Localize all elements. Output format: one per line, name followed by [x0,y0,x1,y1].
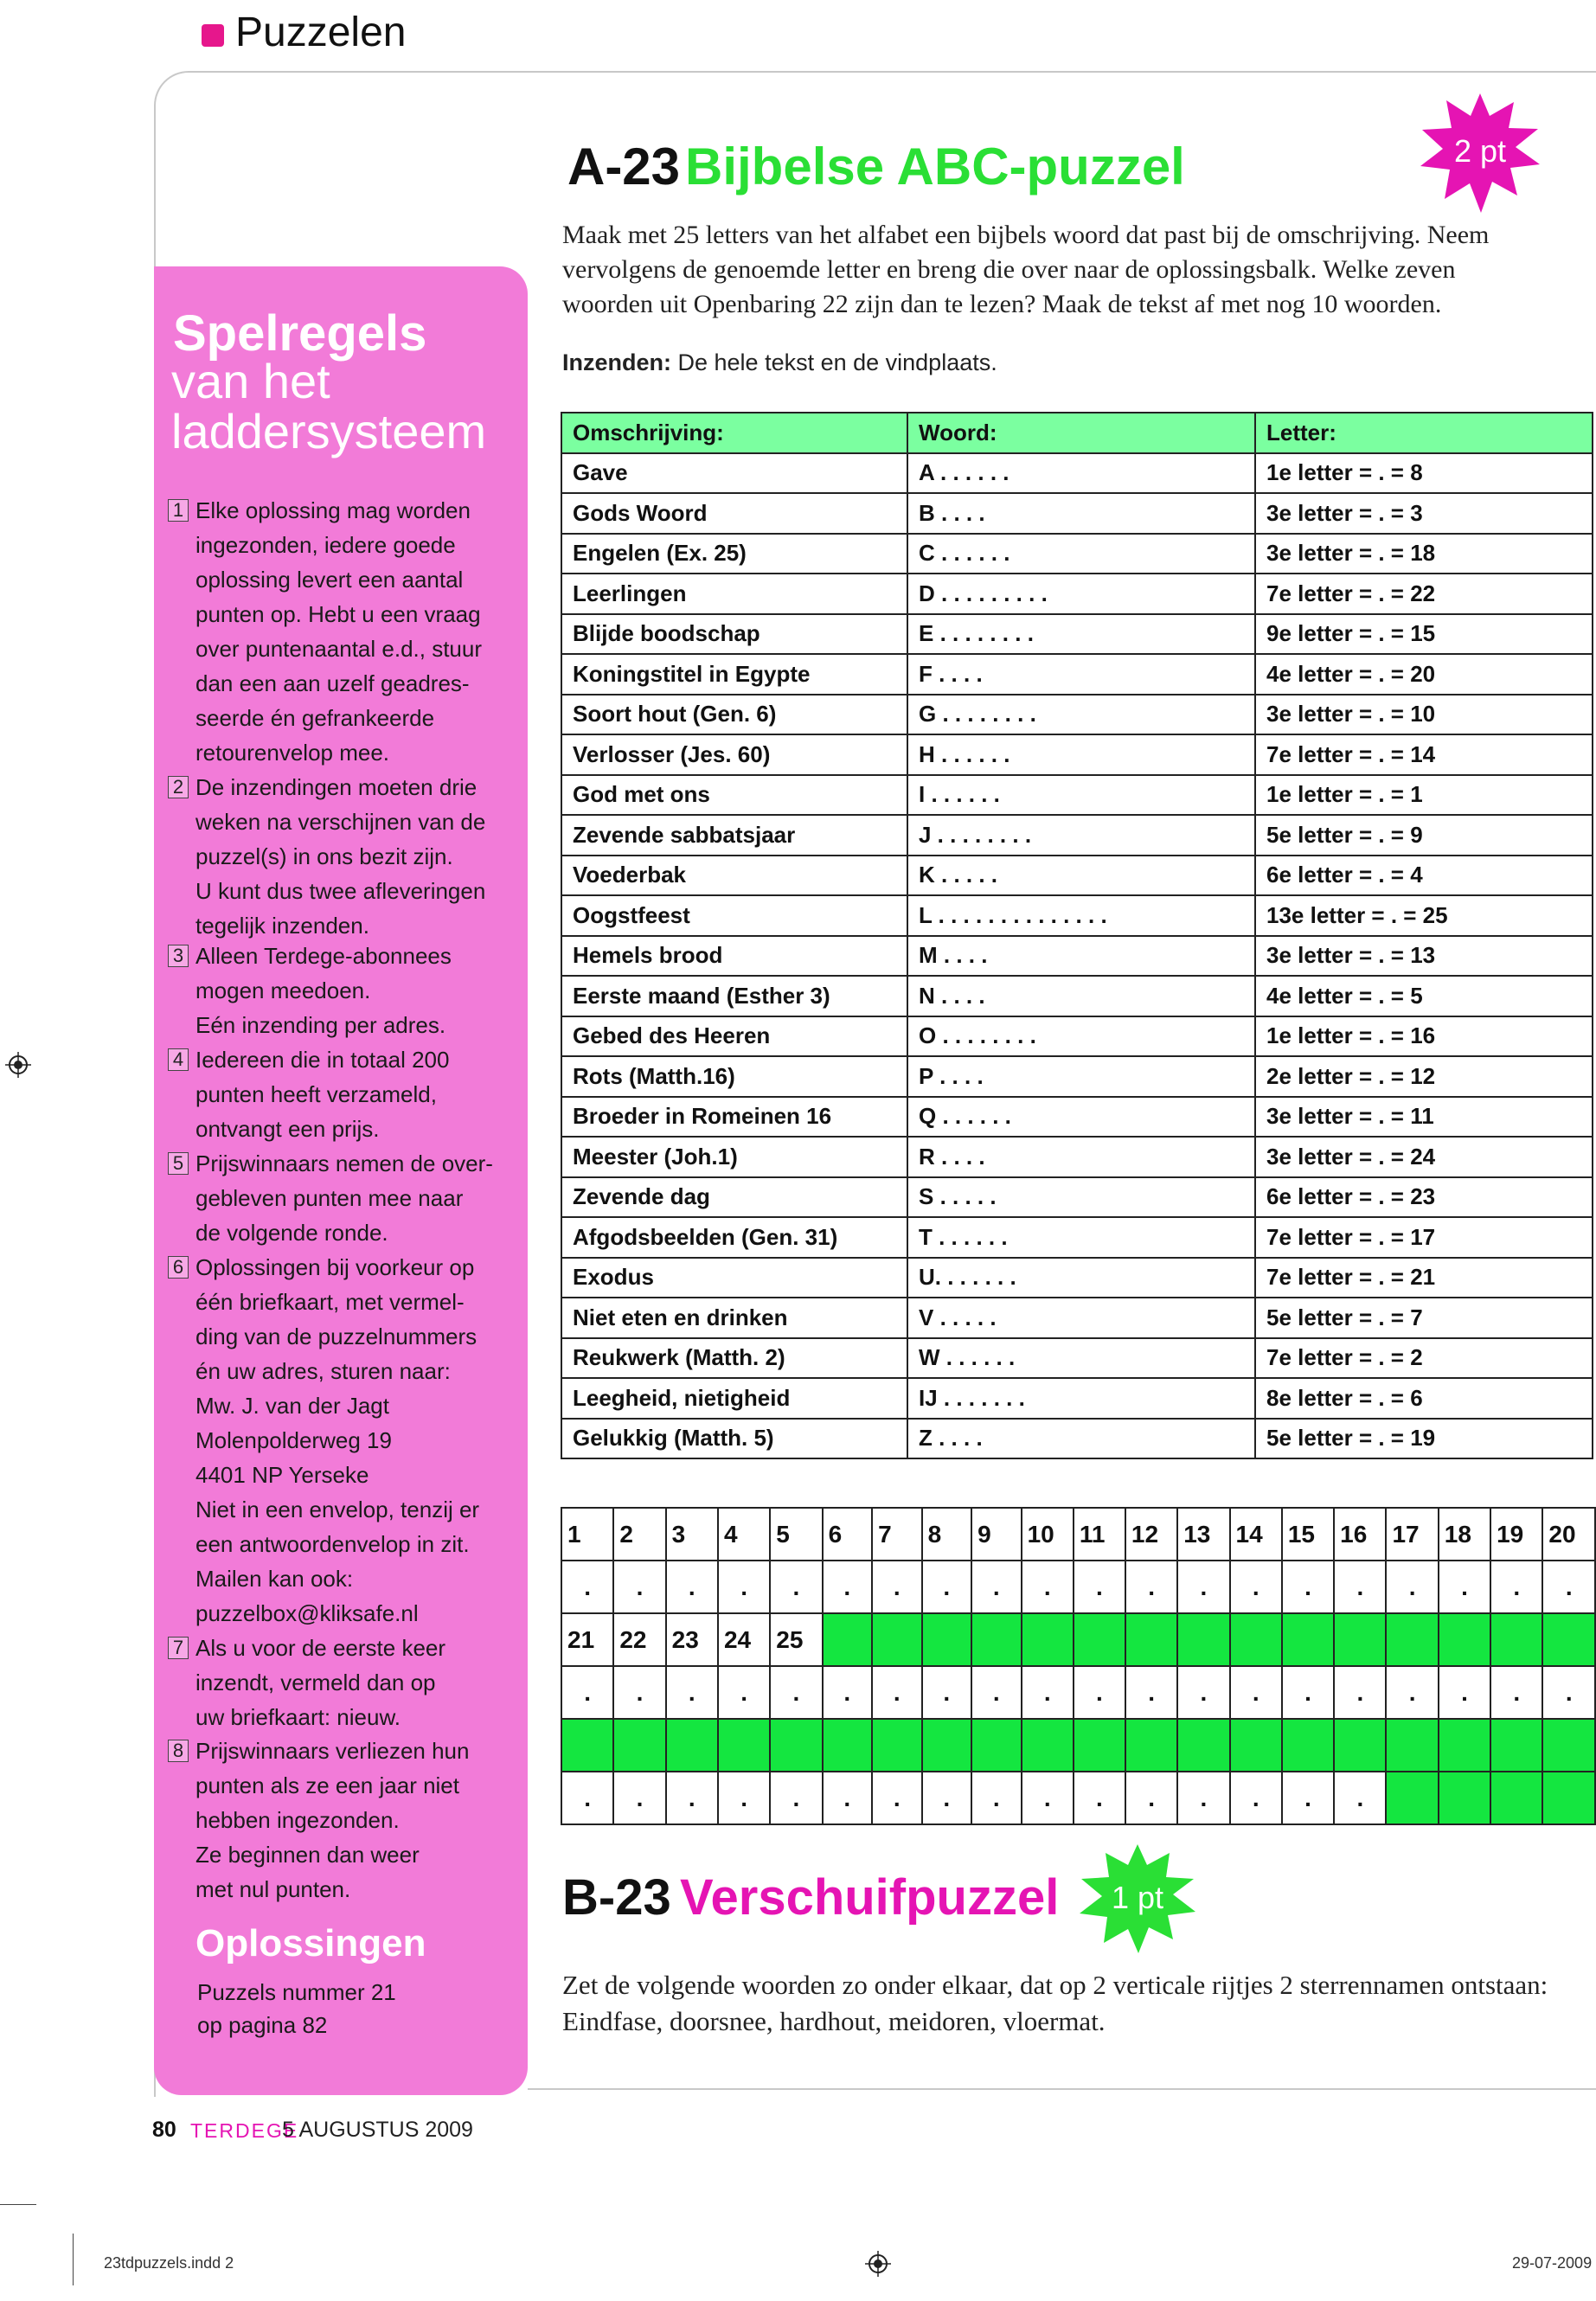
grid-answer-cell[interactable]: . [872,1561,922,1613]
clue-description: Gave [561,453,907,494]
registration-mark-left-icon [5,1052,31,1078]
table-row [561,493,1593,534]
clue-description: God met ons [561,775,907,816]
clue-description: Meester (Joh.1) [561,1137,907,1177]
rule-text: Als u voor de eerste keer inzendt, vermeld dan op uw briefkaart: nieuw. [195,1635,446,1730]
clue-description: Leerlingen [561,574,907,614]
clue-word: IJ . . . . . . . [907,1378,1255,1419]
table-row [561,453,1593,494]
grid-answer-cell[interactable]: . [1282,1561,1334,1613]
rule-number: 5 [168,1152,189,1175]
clue-description: Zevende dag [561,1177,907,1218]
clue-description: Gods Woord [561,493,907,534]
file-name: 23tdpuzzels.indd 2 [104,2254,234,2272]
grid-answer-cell[interactable]: . [1334,1666,1386,1719]
puzzle-a-code: A-23 [567,138,681,195]
clue-word: K . . . . . [907,856,1255,896]
table-row [561,856,1593,896]
grid-filler-cell [1490,1719,1542,1772]
grid-answer-row [561,1666,1595,1719]
clue-description: Soort hout (Gen. 6) [561,695,907,735]
grid-answer-cell[interactable]: . [1542,1561,1595,1613]
clue-word: P . . . . [907,1056,1255,1097]
clue-word: F . . . . [907,654,1255,695]
table-row [561,1097,1593,1138]
clue-word: S . . . . . [907,1177,1255,1218]
grid-answer-cell[interactable]: . [1386,1666,1438,1719]
grid-answer-cell[interactable]: . [1439,1666,1490,1719]
grid-answer-cell[interactable]: . [1177,1666,1229,1719]
table-row [561,1378,1593,1419]
grid-answer-cell[interactable]: . [1542,1666,1595,1719]
solution-grid [561,1507,1596,1825]
table-row [561,1419,1593,1459]
grid-filler-cell [922,1719,972,1772]
clue-word: U. . . . . . . [907,1258,1255,1298]
table-row [561,614,1593,655]
grid-answer-cell[interactable]: . [613,1666,665,1719]
grid-filler-cell [561,1719,613,1772]
clue-letter: 7e letter = . = 14 [1255,734,1593,775]
grid-answer-cell[interactable]: . [922,1772,972,1824]
clue-description: Oogstfeest [561,895,907,936]
grid-number: 22 [613,1613,665,1666]
grid-filler-cell [1074,1719,1125,1772]
clue-letter: 1e letter = . = 1 [1255,775,1593,816]
rule-number: 4 [168,1048,189,1071]
grid-answer-cell[interactable]: . [1074,1666,1125,1719]
clue-word: I . . . . . . [907,775,1255,816]
grid-answer-cell[interactable]: . [1439,1561,1490,1613]
grid-filler-cell [1542,1719,1595,1772]
grid-number: 19 [1490,1508,1542,1561]
clue-letter: 3e letter = . = 3 [1255,493,1593,534]
trim-mark [0,2204,36,2205]
grid-filler-cell [1282,1613,1334,1666]
grid-number: 7 [872,1508,922,1561]
grid-filler-cell [1125,1613,1177,1666]
grid-filler-cell [1334,1719,1386,1772]
grid-filler-cell [1439,1719,1490,1772]
grid-filler-cell [1386,1719,1438,1772]
send-text: De hele tekst en de vindplaats. [671,349,997,375]
table-row [561,534,1593,574]
print-date: 29-07-2009 [1512,2254,1593,2272]
grid-number-row [561,1508,1595,1561]
grid-answer-cell[interactable]: . [718,1772,770,1824]
grid-filler-cell [1386,1772,1438,1824]
grid-number: 14 [1230,1508,1282,1561]
clue-letter: 1e letter = . = 16 [1255,1016,1593,1057]
table-row [561,775,1593,816]
grid-number: 2 [613,1508,665,1561]
rule-text: De inzendingen moeten drie weken na verschijnen van de puzzel(s) in ons bezit zijn. U kunt dus twee afleveringen tegelijk inzenden. [195,774,486,939]
table-row [561,734,1593,775]
clue-description: Reukwerk (Matth. 2) [561,1338,907,1379]
grid-answer-cell[interactable]: . [1230,1561,1282,1613]
clue-word: A . . . . . . [907,453,1255,494]
grid-filler-cell [1230,1613,1282,1666]
grid-filler-cell [1074,1613,1125,1666]
grid-filler-cell [1386,1613,1438,1666]
grid-answer-cell[interactable]: . [922,1666,972,1719]
grid-answer-cell[interactable]: . [971,1772,1022,1824]
solutions-text: Puzzels nummer 21 op pagina 82 [197,1979,396,2038]
grid-answer-cell[interactable]: . [718,1666,770,1719]
clue-word: M . . . . [907,936,1255,977]
page-number: 80 [152,2118,176,2142]
grid-answer-cell[interactable]: . [613,1772,665,1824]
clue-word: H . . . . . . [907,734,1255,775]
issue-date: 5 AUGUSTUS 2009 [282,2118,473,2142]
grid-answer-row [561,1772,1595,1824]
rule-text: Prijswinnaars verliezen hun punten als ze een jaar niet hebben ingezonden. Ze beginnen dan weer met nul punten. [195,1738,470,1902]
grid-answer-cell[interactable]: . [1334,1772,1386,1824]
clue-letter: 6e letter = . = 23 [1255,1177,1593,1218]
clue-letter: 8e letter = . = 6 [1255,1378,1593,1419]
puzzle-a-title: Bijbelse ABC-puzzel [685,138,1185,195]
grid-answer-cell[interactable]: . [823,1666,873,1719]
grid-answer-cell[interactable]: . [1230,1666,1282,1719]
grid-filler-row [561,1719,1595,1772]
rule-number: 1 [168,499,189,522]
clue-letter: 13e letter = . = 25 [1255,895,1593,936]
grid-filler-cell [718,1719,770,1772]
grid-filler-cell [1177,1613,1229,1666]
grid-answer-cell[interactable]: . [666,1561,718,1613]
grid-answer-cell[interactable]: . [1125,1666,1177,1719]
sidebar-subtitle: van het laddersysteem [171,354,487,458]
puzzle-a-intro: Maak met 25 letters van het alfabet een bijbels woord dat past bij de omschrijving. Neem vervolgens de genoemde letter en breng die over naar de oplossingsbalk. Welke zeven woorden uit Openbaring 22 zijn dan te lezen? Maak de tekst af met nog 10 woorden. [562,221,1490,318]
grid-answer-cell[interactable]: . [1334,1561,1386,1613]
grid-answer-cell[interactable]: . [922,1561,972,1613]
clue-word: B . . . . [907,493,1255,534]
clue-letter: 3e letter = . = 10 [1255,695,1593,735]
grid-filler-cell [1125,1719,1177,1772]
rule-number: 7 [168,1637,189,1659]
grid-number: 4 [718,1508,770,1561]
grid-number: 5 [770,1508,822,1561]
clue-table [561,412,1593,1459]
grid-number: 3 [666,1508,718,1561]
rule-number: 3 [168,945,189,967]
grid-filler-cell [1230,1719,1282,1772]
clue-description: Eerste maand (Esther 3) [561,976,907,1016]
grid-filler-cell [770,1719,822,1772]
rule-text: Iedereen die in totaal 200 punten heeft verzameld, ontvangt een prijs. [195,1047,450,1142]
clue-description: Gelukkig (Matth. 5) [561,1419,907,1459]
rule-text: Oplossingen bij voorkeur op één briefkaart, met vermel- ding van de puzzelnummers én uw adres, sturen naar: Mw. J. van der Jagt Molenpolderweg 19 4401 NP Yerseke Niet in een envelop, tenzij er een antwoordenvelop in zit. Mailen kan ook: puzzelbox@kliksafe.nl [195,1254,480,1626]
puzzle-b-text: Zet de volgende woorden zo onder elkaar, dat op 2 verticale rijtjes 2 sterrennamen ontstaan: Eindfase, doorsnee, hardhout, meidoren, vloermat. [562,1970,1548,2036]
grid-answer-cell[interactable]: . [1490,1666,1542,1719]
clue-letter: 3e letter = . = 13 [1255,936,1593,977]
grid-number: 8 [922,1508,972,1561]
points-badge-b-label: 1 pt [1111,1880,1164,1915]
table-row [561,695,1593,735]
clue-word: T . . . . . . [907,1217,1255,1258]
clue-description: Koningstitel in Egypte [561,654,907,695]
clue-letter: 3e letter = . = 11 [1255,1097,1593,1138]
grid-answer-cell[interactable]: . [823,1561,873,1613]
grid-number: 17 [1386,1508,1438,1561]
grid-answer-cell[interactable]: . [718,1561,770,1613]
clue-letter: 5e letter = . = 19 [1255,1419,1593,1459]
rule-text: Elke oplossing mag worden ingezonden, iedere goede oplossing levert een aantal punten op. Hebt u een vraag over puntenaantal e.d., stuur dan een aan uzelf geadres- seerde én gefrankeerde retourenvelop mee. [195,497,483,766]
grid-filler-cell [823,1719,873,1772]
grid-filler-cell [1542,1772,1595,1824]
grid-answer-cell[interactable]: . [1386,1561,1438,1613]
grid-filler-cell [666,1719,718,1772]
grid-answer-cell[interactable]: . [1282,1666,1334,1719]
grid-filler-cell [1439,1613,1490,1666]
grid-number: 11 [1074,1508,1125,1561]
grid-answer-cell[interactable]: . [1490,1561,1542,1613]
header-word: Woord: [907,413,1255,453]
clue-description: Exodus [561,1258,907,1298]
table-row [561,654,1593,695]
registration-mark-bottom-icon [865,2251,891,2277]
table-row [561,1177,1593,1218]
grid-answer-cell[interactable]: . [1125,1772,1177,1824]
table-row [561,815,1593,856]
clue-word: V . . . . . [907,1298,1255,1338]
table-row [561,1217,1593,1258]
grid-number: 18 [1439,1508,1490,1561]
clue-word: D . . . . . . . . . [907,574,1255,614]
clue-letter: 3e letter = . = 18 [1255,534,1593,574]
clue-word: Q . . . . . . [907,1097,1255,1138]
table-row [561,976,1593,1016]
points-badge-a-label: 2 pt [1453,133,1507,169]
grid-number: 25 [770,1613,822,1666]
grid-filler-cell [1022,1719,1074,1772]
grid-answer-cell[interactable]: . [1125,1561,1177,1613]
sidebar-title: Spelregels [173,305,427,362]
grid-filler-cell [613,1719,665,1772]
grid-filler-cell [971,1613,1022,1666]
trim-mark [73,2234,74,2285]
grid-answer-cell[interactable]: . [1074,1772,1125,1824]
grid-number-row [561,1613,1595,1666]
grid-answer-cell[interactable]: . [561,1666,613,1719]
grid-filler-cell [1439,1772,1490,1824]
table-row [561,1137,1593,1177]
section-title: Puzzelen [235,10,407,55]
send-label: Inzenden: [562,349,671,375]
grid-number: 1 [561,1508,613,1561]
clue-letter: 4e letter = . = 5 [1255,976,1593,1016]
grid-answer-cell[interactable]: . [666,1772,718,1824]
grid-filler-cell [971,1719,1022,1772]
table-row [561,1298,1593,1338]
grid-answer-cell[interactable]: . [770,1561,822,1613]
grid-answer-cell[interactable]: . [1230,1772,1282,1824]
page-frame-bottom [528,2088,1596,2090]
clue-description: Broeder in Romeinen 16 [561,1097,907,1138]
clue-word: Z . . . . [907,1419,1255,1459]
table-header-row [561,413,1593,453]
grid-filler-cell [1177,1719,1229,1772]
points-badge-a [1415,90,1545,220]
grid-number: 12 [1125,1508,1177,1561]
grid-answer-cell[interactable]: . [971,1666,1022,1719]
clue-word: R . . . . [907,1137,1255,1177]
table-row [561,1016,1593,1057]
clue-description: Verlosser (Jes. 60) [561,734,907,775]
grid-answer-cell[interactable]: . [561,1772,613,1824]
clue-description: Rots (Matth.16) [561,1056,907,1097]
rule-text: Prijswinnaars nemen de over- gebleven punten mee naar de volgende ronde. [195,1150,493,1246]
grid-filler-cell [823,1613,873,1666]
grid-filler-cell [872,1719,922,1772]
clue-word: W . . . . . . [907,1338,1255,1379]
grid-answer-cell[interactable]: . [872,1666,922,1719]
rule-number: 6 [168,1256,189,1279]
clue-word: C . . . . . . [907,534,1255,574]
grid-filler-cell [922,1613,972,1666]
rule-number: 2 [168,776,189,798]
grid-number: 20 [1542,1508,1595,1561]
table-row [561,895,1593,936]
points-badge-b [1073,1841,1202,1957]
solutions-title: Oplossingen [195,1922,426,1965]
grid-filler-cell [1022,1613,1074,1666]
section-bullet [202,24,224,47]
grid-answer-cell[interactable]: . [770,1666,822,1719]
table-row [561,1056,1593,1097]
grid-filler-cell [1542,1613,1595,1666]
grid-answer-cell[interactable]: . [1022,1772,1074,1824]
grid-number: 21 [561,1613,613,1666]
grid-number: 6 [823,1508,873,1561]
clue-description: Engelen (Ex. 25) [561,534,907,574]
grid-number: 15 [1282,1508,1334,1561]
clue-description: Blijde boodschap [561,614,907,655]
clue-letter: 5e letter = . = 9 [1255,815,1593,856]
puzzle-b-title: Verschuifpuzzel [680,1869,1060,1926]
clue-letter: 2e letter = . = 12 [1255,1056,1593,1097]
clue-description: Hemels brood [561,936,907,977]
clue-letter: 7e letter = . = 21 [1255,1258,1593,1298]
grid-answer-cell[interactable]: . [971,1561,1022,1613]
clue-letter: 7e letter = . = 17 [1255,1217,1593,1258]
clue-description: Afgodsbeelden (Gen. 31) [561,1217,907,1258]
table-row [561,936,1593,977]
clue-word: L . . . . . . . . . . . . . . [907,895,1255,936]
clue-letter: 9e letter = . = 15 [1255,614,1593,655]
grid-number: 13 [1177,1508,1229,1561]
clue-letter: 3e letter = . = 24 [1255,1137,1593,1177]
grid-answer-cell[interactable]: . [770,1772,822,1824]
table-row [561,574,1593,614]
clue-letter: 7e letter = . = 2 [1255,1338,1593,1379]
puzzle-b-code: B-23 [562,1869,671,1926]
grid-answer-cell[interactable]: . [1177,1561,1229,1613]
clue-letter: 5e letter = . = 7 [1255,1298,1593,1338]
clue-letter: 7e letter = . = 22 [1255,574,1593,614]
clue-letter: 6e letter = . = 4 [1255,856,1593,896]
grid-number: 9 [971,1508,1022,1561]
grid-answer-cell[interactable]: . [1282,1772,1334,1824]
grid-answer-cell[interactable]: . [666,1666,718,1719]
header-description: Omschrijving: [561,413,907,453]
clue-letter: 1e letter = . = 8 [1255,453,1593,494]
grid-answer-cell[interactable]: . [872,1772,922,1824]
grid-answer-cell[interactable]: . [1022,1666,1074,1719]
clue-letter: 4e letter = . = 20 [1255,654,1593,695]
puzzle-a-send [562,349,997,376]
grid-answer-cell[interactable]: . [1074,1561,1125,1613]
clue-word: G . . . . . . . . [907,695,1255,735]
clue-description: Gebed des Heeren [561,1016,907,1057]
clue-word: N . . . . [907,976,1255,1016]
rule-number: 8 [168,1740,189,1762]
clue-description: Zevende sabbatsjaar [561,815,907,856]
clue-description: Voederbak [561,856,907,896]
grid-filler-cell [1282,1719,1334,1772]
clue-word: O . . . . . . . . [907,1016,1255,1057]
grid-number: 16 [1334,1508,1386,1561]
clue-description: Niet eten en drinken [561,1298,907,1338]
clue-description: Leegheid, nietigheid [561,1378,907,1419]
grid-number: 10 [1022,1508,1074,1561]
header-letter: Letter: [1255,413,1593,453]
rule-text: Alleen Terdege-abonnees mogen meedoen. Eén inzending per adres. [195,943,452,1038]
grid-answer-row [561,1561,1595,1613]
table-row [561,1258,1593,1298]
grid-filler-cell [1490,1772,1542,1824]
magazine-name: TERDEGE [190,2119,299,2142]
grid-filler-cell [1334,1613,1386,1666]
grid-answer-cell[interactable]: . [1177,1772,1229,1824]
grid-number: 23 [666,1613,718,1666]
grid-filler-cell [872,1613,922,1666]
grid-answer-cell[interactable]: . [561,1561,613,1613]
grid-filler-cell [1490,1613,1542,1666]
grid-answer-cell[interactable]: . [613,1561,665,1613]
table-row [561,1338,1593,1379]
clue-word: E . . . . . . . . [907,614,1255,655]
grid-answer-cell[interactable]: . [1022,1561,1074,1613]
grid-answer-cell[interactable]: . [823,1772,873,1824]
grid-number: 24 [718,1613,770,1666]
clue-word: J . . . . . . . . [907,815,1255,856]
